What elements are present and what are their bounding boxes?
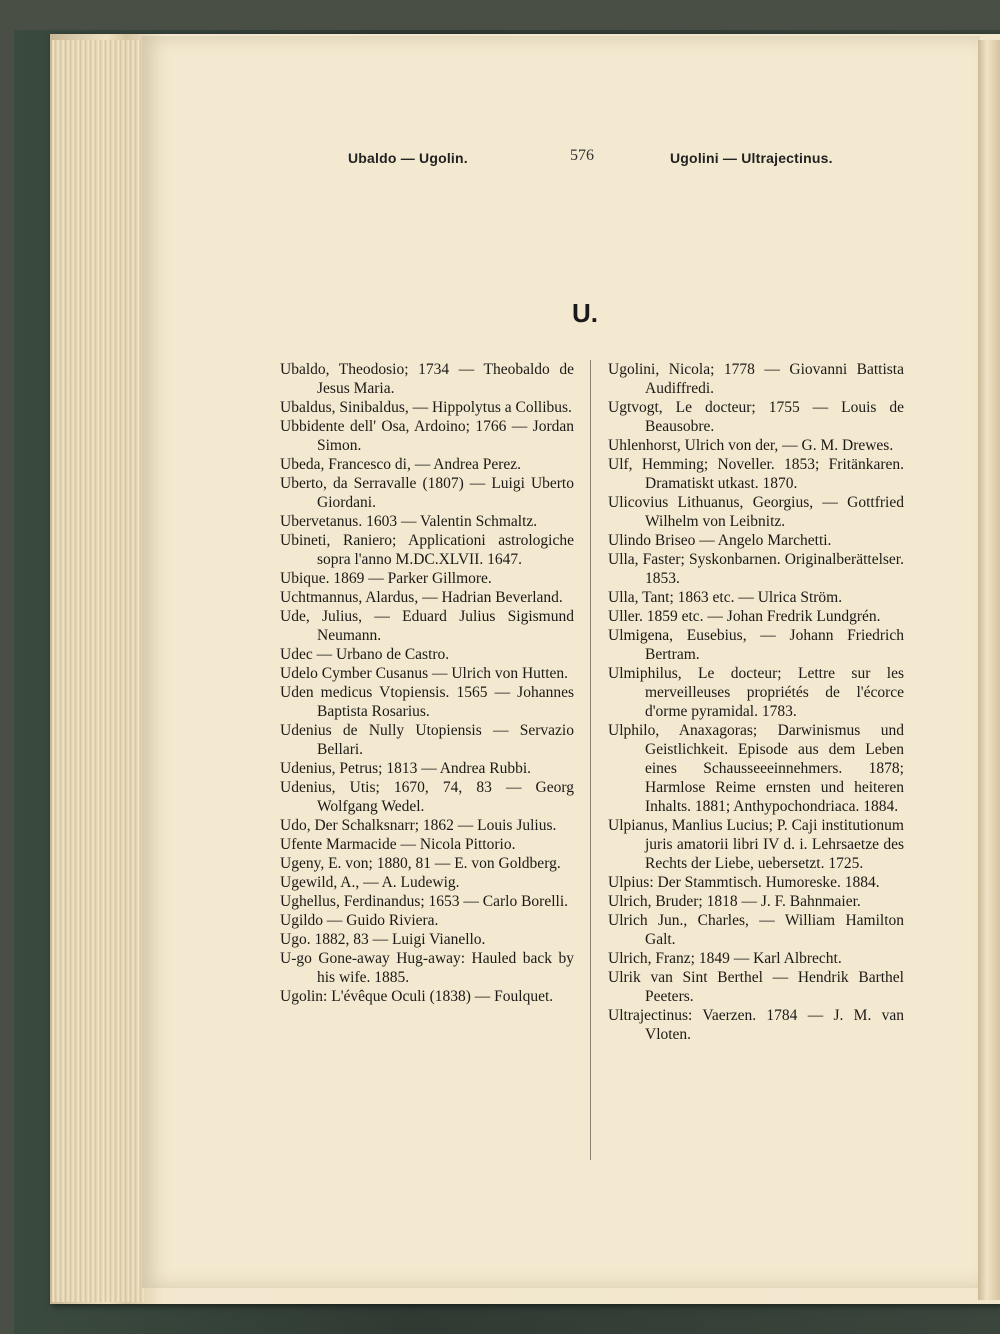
index-entry: Ubeda, Francesco di, — Andrea Perez. [280, 456, 522, 473]
index-entry: Ugolin: L'évêque Oculi (1838) — Foulquet. [280, 988, 554, 1005]
index-entry: Ulrich Jun., Charles, — William Hamilton Galt. [608, 912, 904, 948]
index-entry: Ulf, Hemming; Noveller. 1853; Fritänkaren. Dramatiskt utkast. 1870. [608, 456, 904, 492]
page-edges [52, 40, 144, 1302]
index-entry: Ulpianus, Manlius Lucius; P. Caji institutionum juris amatorii libri IV d. i. Lehrsaetze des Rechts der Liebe, uebersetzt. 1725. [608, 817, 904, 872]
index-entry: Uhlenhorst, Ulrich von der, — G. M. Drewes. [608, 437, 894, 454]
page-number: 576 [570, 147, 594, 164]
index-entry: Ubineti, Raniero; Applicationi astrologiche sopra l'anno M.DC.XLVII. 1647. [280, 532, 574, 568]
index-entry: Ulmiphilus, Le docteur; Lettre sur les merveilleuses propriétés de l'écorce d'orme pyramidal. 1783. [608, 665, 904, 720]
index-entry: Ugtvogt, Le docteur; 1755 — Louis de Beausobre. [608, 399, 904, 435]
index-entry: Uller. 1859 etc. — Johan Fredrik Lundgrén. [608, 608, 881, 625]
index-entry: Uchtmannus, Alardus, — Hadrian Beverland. [280, 589, 563, 606]
right-column [608, 360, 904, 1044]
index-entry: U-go Gone-away Hug-away: Hauled back by his wife. 1885. [280, 950, 574, 986]
index-entry: Udenius, Utis; 1670, 74, 83 — Georg Wolfgang Wedel. [280, 779, 574, 815]
index-entry: Ude, Julius, — Eduard Julius Sigismund Neumann. [280, 608, 574, 644]
index-entry: Ubbidente dell' Osa, Ardoino; 1766 — Jordan Simon. [280, 418, 574, 454]
index-entry: Ulindo Briseo — Angelo Marchetti. [608, 532, 832, 549]
index-entry: Ubaldus, Sinibaldus, — Hippolytus a Collibus. [280, 399, 572, 416]
index-entry: Ubique. 1869 — Parker Gillmore. [280, 570, 492, 587]
index-entry: Ugewild, A., — A. Ludewig. [280, 874, 460, 891]
index-entry: Ubaldo, Theodosio; 1734 — Theobaldo de Jesus Maria. [280, 361, 574, 397]
index-entry: Ulicovius Lithuanus, Georgius, — Gottfried Wilhelm von Leibnitz. [608, 494, 904, 530]
index-entry: Udenius, Petrus; 1813 — Andrea Rubbi. [280, 760, 531, 777]
index-entry: Uberto, da Serravalle (1807) — Luigi Uberto Giordani. [280, 475, 574, 511]
index-entry: Ugeny, E. von; 1880, 81 — E. von Goldberg. [280, 855, 561, 872]
index-entry: Ughellus, Ferdinandus; 1653 — Carlo Borelli. [280, 893, 569, 910]
index-entry: Ugolini, Nicola; 1778 — Giovanni Battista Audiffredi. [608, 361, 904, 397]
index-entry: Ulrich, Franz; 1849 — Karl Albrecht. [608, 950, 842, 967]
index-entry: Ulrich, Bruder; 1818 — J. F. Bahnmaier. [608, 893, 861, 910]
section-letter: U. [572, 298, 598, 328]
index-entry: Ulla, Tant; 1863 etc. — Ulrica Ström. [608, 589, 843, 606]
running-head-left: Ubaldo — Ugolin. [348, 150, 468, 166]
index-entry: Ulla, Faster; Syskonbarnen. Originalberättelser. 1853. [608, 551, 904, 587]
index-entry: Udenius de Nully Utopiensis — Servazio Bellari. [280, 722, 574, 758]
index-entry: Uden medicus Vtopiensis. 1565 — Johannes Baptista Rosarius. [280, 684, 574, 720]
index-entry: Ultrajectinus: Vaerzen. 1784 — J. M. van Vloten. [608, 1007, 904, 1043]
index-entry: Udo, Der Schalksnarr; 1862 — Louis Julius. [280, 817, 557, 834]
index-entry: Ugildo — Guido Riviera. [280, 912, 439, 929]
left-column [280, 360, 574, 1006]
running-head-right: Ugolini — Ultrajectinus. [670, 150, 833, 166]
index-entry: Ulmigena, Eusebius, — Johann Friedrich Bertram. [608, 627, 904, 663]
index-entry: Ugo. 1882, 83 — Luigi Vianello. [280, 931, 486, 948]
index-entry: Ulpius: Der Stammtisch. Humoreske. 1884. [608, 874, 880, 891]
index-entry: Udelo Cymber Cusanus — Ulrich von Hutten. [280, 665, 569, 682]
index-entry: Ulphilo, Anaxagoras; Darwinismus und Geistlichkeit. Episode aus dem Leben eines Schausseeeinnehmers. 1878; Harmlose Reime ernsten und heiteren Inhalts. 1881; Anthypochondriaca. 1884. [608, 722, 904, 815]
index-entry: Ufente Marmacide — Nicola Pittorio. [280, 836, 516, 853]
column-divider [590, 360, 591, 1160]
index-entry: Ubervetanus. 1603 — Valentin Schmaltz. [280, 513, 538, 530]
index-entry: Ulrik van Sint Berthel — Hendrik Barthel Peeters. [608, 969, 904, 1005]
index-entry: Udec — Urbano de Castro. [280, 646, 450, 663]
right-page-edge [978, 40, 1000, 1300]
